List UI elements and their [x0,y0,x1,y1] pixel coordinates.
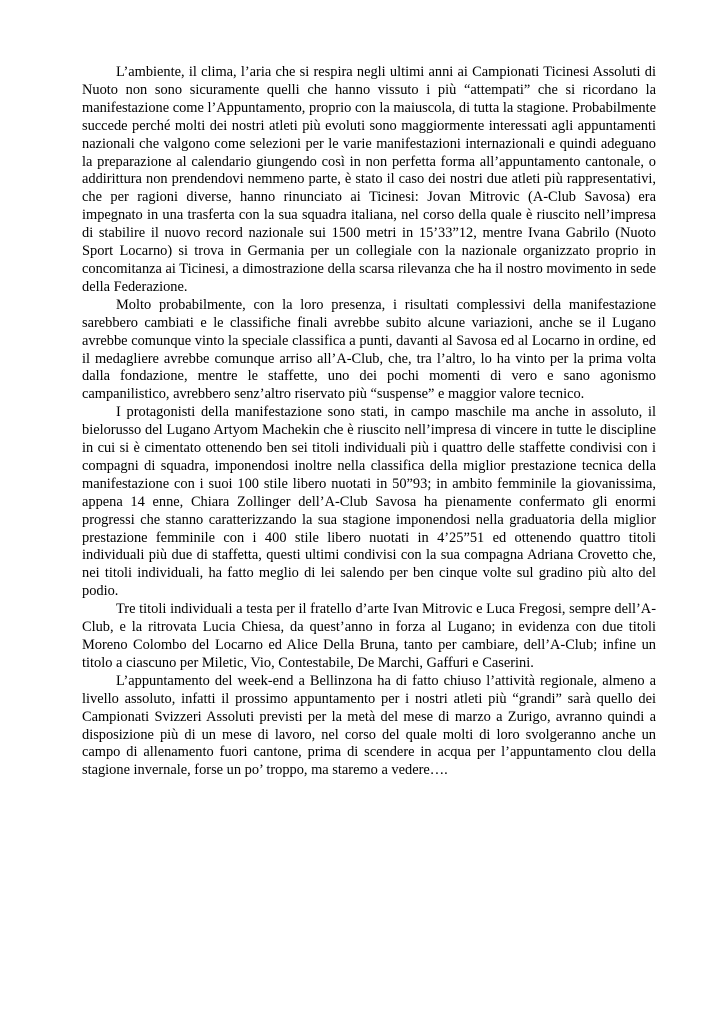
paragraph-2: Molto probabilmente, con la loro presenza, i risultati complessivi della manifestazione sarebbero cambiati e le classifiche finali avrebbe subito alcune variazioni, anche se il Lugano avrebbe comunque vinto la speciale classifica a punti, davanti al Savosa ed al Locarno in ordine, ed il medagliere avrebbe comunque arriso all’A-Club, che, tra l’altro, lo ha vinto per la prima volta dalla fondazione, mentre le staffette, uno dei pochi momenti di vero e sano agonismo campanilistico, avrebbero senz’altro riservato più “suspense” e maggior valore tecnico. [82,296,656,403]
paragraph-3: I protagonisti della manifestazione sono stati, in campo maschile ma anche in assoluto, il bielorusso del Lugano Artyom Machekin che è riuscito nell’impresa di vincere in tutte le discipline in cui si è cimentato ottenendo ben sei titoli individuali più i quattro delle staffette condivisi con i compagni di squadra, imponendosi inoltre nella classifica della miglior prestazione tecnica della manifestazione con i suoi 100 stile libero nuotati in 50”93; in ambito femminile la giovanissima, appena 14 enne, Chiara Zollinger dell’A-Club Savosa ha pienamente confermato gli enormi progressi che stanno caratterizzando la sua stagione imponendosi nella graduatoria della miglior prestazione femminile con i 400 stile libero nuotati in 4’25”51 ed ottenendo quattro titoli individuali più due di staffetta, questi ultimi condivisi con la sua compagna Adriana Crovetto che, nei titoli individuali, ha fatto meglio di lei salendo per ben cinque volte sul gradino più alto del podio. [82,404,656,600]
document-page [82,64,656,780]
paragraph-5: L’appuntamento del week-end a Bellinzona ha di fatto chiuso l’attività regionale, almeno a livello assoluto, infatti il prossimo appuntamento per i nostri atleti più “grandi” sarà quello dei Campionati Svizzeri Assoluti previsti per la metà del mese di marzo a Zurigo, avranno quindi a disposizione più di un mese di lavoro, nel corso del quale molti di loro svolgeranno anche un campo di allenamento fuori cantone, prima di scendere in acqua per l’appuntamento clou della stagione invernale, forse un po’ troppo, ma staremo a vedere…. [82,672,656,779]
paragraph-1: L’ambiente, il clima, l’aria che si respira negli ultimi anni ai Campionati Ticinesi Assoluti di Nuoto non sono sicuramente quelli che hanno vissuto i più “attempati” che si ricordano la manifestazione come l’Appuntamento, proprio con la maiuscola, di tutta la stagione. Probabilmente succede perché molti dei nostri atleti più evoluti sono maggiormente interessati agli appuntamenti nazionali che valgono come selezioni per le varie manifestazioni internazionali e quindi adeguano la preparazione al calendario giungendo così in non perfetta forma all’appuntamento cantonale, o addirittura non prendendovi nemmeno parte, è stato il caso dei nostri due atleti più rappresentativi, che per ragioni diverse, hanno rinunciato ai Ticinesi: Jovan Mitrovic (A-Club Savosa) era impegnato in una trasferta con la sua squadra italiana, nel corso della quale è riuscito nell’impresa di stabilire il nuovo record nazionale sui 1500 metri in 15’33”12, mentre Ivana Gabrilo (Nuoto Sport Locarno) si trova in Germania per un collegiale con la nazionale organizzato proprio in concomitanza ai Ticinesi, a dimostrazione della scarsa rilevanza che ha il nostro movimento in sede della Federazione. [82,64,656,295]
paragraph-4: Tre titoli individuali a testa per il fratello d’arte Ivan Mitrovic e Luca Fregosi, sempre dell’A-Club, e la ritrovata Lucia Chiesa, da quest’anno in forza al Lugano; in evidenza con due titoli Moreno Colombo del Locarno ed Alice Della Bruna, tanto per cambiare, dell’A-Club; infine un titolo a ciascuno per Miletic, Vio, Contestabile, De Marchi, Gaffuri e Caserini. [82,601,656,671]
